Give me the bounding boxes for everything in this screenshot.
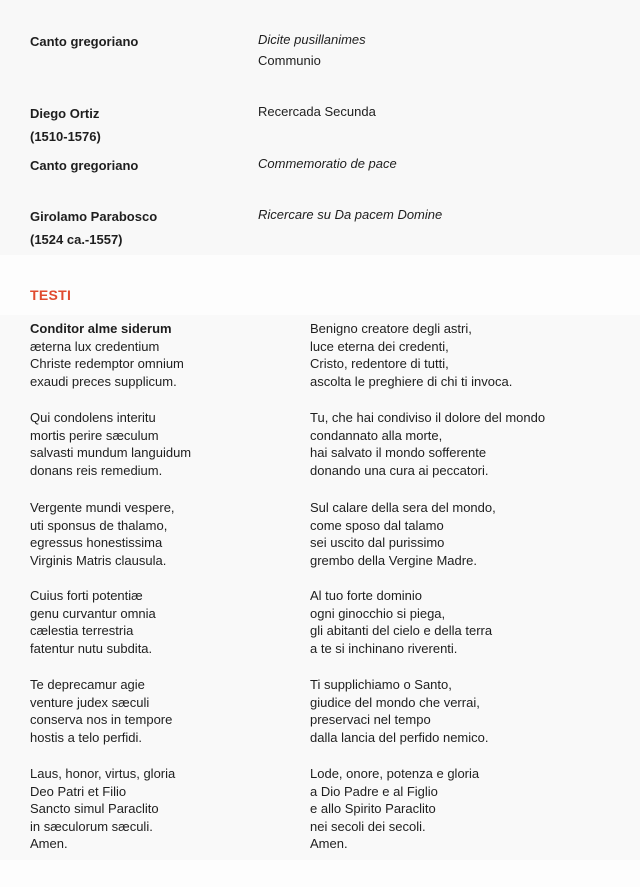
latin-line: mortis perire sæculum — [30, 427, 159, 443]
composer-name — [30, 102, 250, 148]
italian-stanza — [310, 765, 610, 853]
latin-line: Conditor alme siderum — [30, 321, 172, 336]
italian-line: come sposo dal talamo — [310, 517, 444, 533]
composer-line: Canto gregoriano — [30, 158, 139, 173]
italian-line: Benigno creatore degli astri, — [310, 321, 472, 336]
piece-line: Commemoratio de pace — [258, 156, 397, 171]
latin-stanza — [30, 676, 330, 746]
latin-line: Christe redemptor omnium — [30, 356, 184, 372]
latin-line: conserva nos in tempore — [30, 712, 173, 728]
piece-title — [258, 101, 618, 122]
piece-line: Ricercare su Da pacem Domine — [258, 207, 443, 222]
latin-line: Amen. — [30, 836, 68, 852]
composer-line: Canto gregoriano — [30, 34, 139, 49]
latin-stanza — [30, 409, 330, 479]
italian-line: preservaci nel tempo — [310, 712, 431, 728]
italian-line: a te si inchinano riverenti. — [310, 640, 458, 656]
italian-line: ogni ginocchio si piega, — [310, 605, 446, 621]
italian-stanza — [310, 320, 610, 390]
italian-line: luce eterna dei credenti, — [310, 338, 449, 354]
latin-stanza — [30, 765, 330, 853]
italian-line: Cristo, redentore di tutti, — [310, 356, 449, 372]
italian-line: dalla lancia del perfido nemico. — [310, 729, 489, 745]
italian-line: gli abitanti del cielo e della terra — [310, 623, 493, 639]
latin-line: Sancto simul Paraclito — [30, 801, 159, 817]
section-title: TESTI — [30, 287, 72, 303]
latin-stanza — [30, 587, 330, 657]
latin-stanza — [30, 320, 330, 390]
italian-stanza — [310, 409, 610, 479]
latin-stanza — [30, 499, 330, 569]
italian-line: Sul calare della sera del mondo, — [310, 500, 496, 515]
italian-line: giudice del mondo che verrai, — [310, 694, 480, 710]
latin-line: genu curvantur omnia — [30, 605, 156, 621]
latin-line: Vergente mundi vespere, — [30, 500, 175, 515]
program-section — [0, 0, 640, 255]
latin-line: in sæculorum sæculi. — [30, 818, 153, 834]
latin-line: hostis a telo perfidi. — [30, 729, 143, 745]
texts-section — [0, 315, 640, 860]
italian-line: ascolta le preghiere di chi ti invoca. — [310, 373, 513, 389]
composer-dates: (1510-1576) — [30, 129, 101, 144]
italian-line: Amen. — [310, 836, 348, 852]
latin-line: æterna lux credentium — [30, 338, 160, 354]
italian-line: nei secoli dei secoli. — [310, 818, 426, 834]
composer-line: Girolamo Parabosco — [30, 209, 158, 224]
italian-line: a Dio Padre e al Figlio — [310, 783, 438, 799]
piece-title — [258, 29, 618, 71]
piece-line: Dicite pusillanimes — [258, 32, 366, 47]
italian-line: donando una cura ai peccatori. — [310, 462, 489, 478]
latin-line: Laus, honor, virtus, gloria — [30, 766, 176, 781]
italian-line: hai salvato il mondo sofferente — [310, 445, 487, 461]
italian-line: Tu, che hai condiviso il dolore del mondo — [310, 410, 546, 425]
latin-line: uti sponsus de thalamo, — [30, 517, 168, 533]
latin-line: donans reis remedium. — [30, 462, 163, 478]
latin-line: exaudi preces supplicum. — [30, 373, 177, 389]
composer-dates: (1524 ca.-1557) — [30, 232, 123, 247]
italian-line: e allo Spirito Paraclito — [310, 801, 436, 817]
composer-name — [30, 205, 250, 251]
latin-line: Cuius forti potentiæ — [30, 588, 143, 603]
latin-line: cælestia terrestria — [30, 623, 134, 639]
piece-title — [258, 204, 618, 225]
latin-line: venture judex sæculi — [30, 694, 150, 710]
piece-title — [258, 153, 618, 174]
italian-line: Al tuo forte dominio — [310, 588, 423, 603]
italian-line: Ti supplichiamo o Santo, — [310, 677, 452, 692]
latin-line: Te deprecamur agie — [30, 677, 145, 692]
italian-line: sei uscito dal purissimo — [310, 535, 445, 551]
latin-line: Virginis Matris clausula. — [30, 552, 167, 568]
latin-line: salvasti mundum languidum — [30, 445, 192, 461]
italian-stanza — [310, 587, 610, 657]
composer-line: Diego Ortiz — [30, 106, 100, 121]
italian-line: Lode, onore, potenza e gloria — [310, 766, 480, 781]
italian-line: grembo della Vergine Madre. — [310, 552, 477, 568]
latin-line: fatentur nutu subdita. — [30, 640, 153, 656]
italian-stanza — [310, 499, 610, 569]
composer-name — [30, 154, 250, 177]
italian-stanza — [310, 676, 610, 746]
latin-line: Deo Patri et Filio — [30, 783, 127, 799]
composer-name — [30, 30, 250, 53]
italian-line: condannato alla morte, — [310, 427, 443, 443]
latin-line: egressus honestissima — [30, 535, 163, 551]
piece-line: Communio — [258, 53, 321, 68]
piece-line: Recercada Secunda — [258, 104, 376, 119]
latin-line: Qui condolens interitu — [30, 410, 156, 425]
